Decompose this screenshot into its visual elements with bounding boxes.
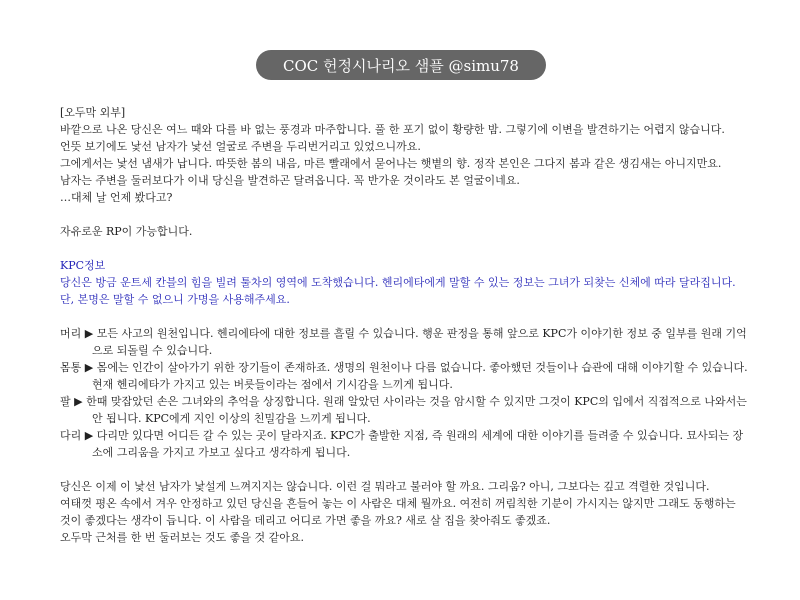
entry-text: 몸에는 인간이 살아가기 위한 장기들이 존재하죠. 생명의 원천이나 다름 없습니다. 좋아했던 것들이나 습관에 대해 이야기할 수 있습니다. 현재 헨리에타가 가지고 있는 버릇들이라는 점에서 기시감을 느끼게 됩니다. xyxy=(92,361,748,391)
page-title-text: COC 헌정시나리오 샘플 @simu78 xyxy=(283,56,519,75)
scene-line: 언뜻 보기에도 낯선 남자가 낯선 얼굴로 주변을 두리번거리고 있었으니까요. xyxy=(60,140,421,153)
page-title xyxy=(256,50,546,80)
kpc-entry-body xyxy=(60,359,748,393)
entry-label: 다리 ▶ xyxy=(60,429,94,442)
kpc-entry-leg xyxy=(60,427,748,461)
closing-line: 당신은 이제 이 낯선 남자가 낯설게 느껴지지는 않습니다. 이런 걸 뭐라고 불러야 할 까요. 그리움? 아니, 그보다는 깊고 격렬한 것입니다. xyxy=(60,480,710,493)
spacer xyxy=(60,308,748,325)
kpc-description: 당신은 방금 운트세 칸블의 힘을 빌려 툴차의 영역에 도착했습니다. 헨리에타에게 말할 수 있는 정보는 그녀가 되찾는 신체에 따라 달라집니다. 단, 본명은 말할 수 없으니 가명을 사용해주세요. xyxy=(60,276,736,306)
entry-label: 팔 ▶ xyxy=(60,395,83,408)
kpc-heading: KPC정보 xyxy=(60,259,106,272)
kpc-entry-head xyxy=(60,325,748,359)
scene-heading: [오두막 외부] xyxy=(60,106,126,119)
entry-text: 다리만 있다면 어디든 갈 수 있는 곳이 달라지죠. KPC가 출발한 지점, 즉 원래의 세계에 대한 이야기를 들려줄 수 있습니다. 묘사되는 장소에 그리움을 가지고 가보고 싶다고 생각하게 됩니다. xyxy=(92,429,744,459)
scenario-body xyxy=(60,104,748,546)
scene-line: 남자는 주변을 둘러보다가 이내 당신을 발견하곤 달려옵니다. 꼭 반가운 것이라도 본 얼굴이네요. xyxy=(60,174,520,187)
spacer xyxy=(60,240,748,257)
entry-label: 머리 ▶ xyxy=(60,327,94,340)
closing-line: 오두막 근처를 한 번 둘러보는 것도 좋을 것 같아요. xyxy=(60,531,304,544)
scene-line: …대체 날 언제 봤다고? xyxy=(60,191,173,204)
entry-text: 모든 사고의 원천입니다. 헨리에타에 대한 정보를 흘릴 수 있습니다. 행운 판정을 통해 앞으로 KPC가 이야기한 정보 중 일부를 원래 기억으로 되돌릴 수 있습니다. xyxy=(92,327,747,357)
scene-line: 그에게서는 낯선 냄새가 납니다. 따뜻한 봄의 내음, 마른 빨래에서 묻어나는 햇볕의 향. 정작 본인은 그다지 봄과 같은 생김새는 아니지만요. xyxy=(60,157,722,170)
rp-note: 자유로운 RP이 가능합니다. xyxy=(60,225,193,238)
entry-text: 한때 맞잡았던 손은 그녀와의 추억을 상징합니다. 원래 알았던 사이라는 것을 암시할 수 있지만 그것이 KPC의 입에서 직접적으로 나와서는 안 됩니다. KPC에게 지인 이상의 친밀감을 느끼게 됩니다. xyxy=(86,395,747,425)
spacer xyxy=(60,461,748,478)
closing-line: 여태껏 평온 속에서 겨우 안정하고 있던 당신을 흔들어 놓는 이 사람은 대체 뭘까요. 여전히 꺼림칙한 기분이 가시지는 않지만 그래도 동행하는 것이 좋겠다는 생각이 듭니다. 이 사람을 데리고 어디로 가면 좋을 까요? 새로 살 집을 찾아줘도 좋겠죠. xyxy=(60,497,736,527)
kpc-entry-arm xyxy=(60,393,748,427)
scene-line: 바깥으로 나온 당신은 여느 때와 다를 바 없는 풍경과 마주합니다. 풀 한 포기 없이 황량한 밤. 그렇기에 이변을 발견하기는 어렵지 않습니다. xyxy=(60,123,725,136)
entry-label: 몸통 ▶ xyxy=(60,361,94,374)
spacer xyxy=(60,206,748,223)
